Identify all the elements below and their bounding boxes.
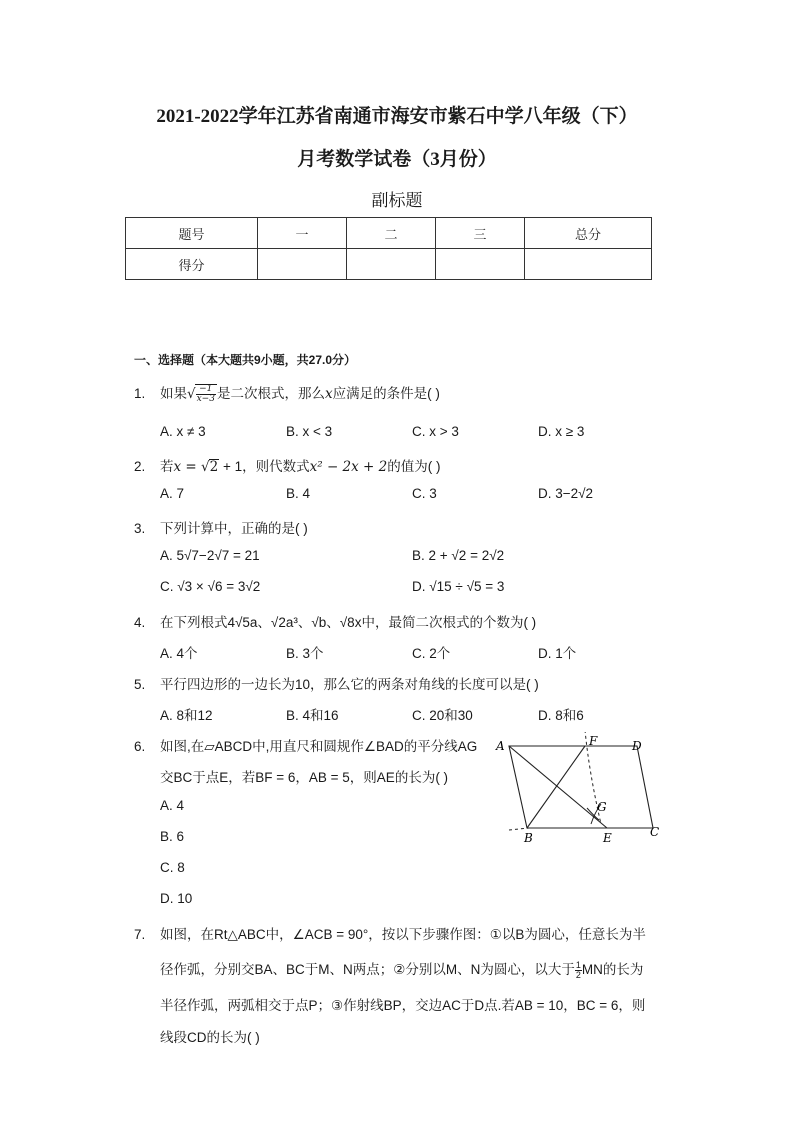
- option-d[interactable]: D. 10: [160, 891, 193, 906]
- math-var: x: [324, 386, 333, 402]
- fraction-denominator: 2: [575, 969, 581, 980]
- question-number: 1.: [134, 386, 146, 401]
- question-text: 的值为( ): [387, 459, 441, 474]
- parallelogram-abcd: [509, 746, 653, 828]
- question-number: 7.: [134, 927, 146, 942]
- option-a[interactable]: A. x ≠ 3: [160, 424, 206, 439]
- question-text: 如图，在Rt△ABC中，∠ACB = 90°，按以下步骤作图：①以B为圆心，任意长为半: [160, 927, 646, 942]
- option-c[interactable]: C. x > 3: [412, 424, 459, 439]
- question-number: 3.: [134, 521, 146, 536]
- math-expr: x =: [173, 459, 202, 475]
- question-text: + 1，则代数式: [219, 459, 310, 474]
- label-e: E: [603, 831, 612, 845]
- label-f: F: [589, 734, 598, 748]
- question-number: 2.: [134, 459, 146, 474]
- score-cell[interactable]: [347, 249, 436, 280]
- option-a[interactable]: A. 4个: [160, 646, 198, 661]
- bisector-ae: [509, 746, 607, 828]
- option-b[interactable]: B. 6: [160, 829, 185, 844]
- question-number: 5.: [134, 677, 146, 692]
- question-4: [134, 611, 536, 631]
- header-cell-number: 题号: [126, 218, 258, 249]
- question-text: 若: [160, 459, 174, 474]
- radical-sign: √: [201, 459, 210, 475]
- fraction-numerator: −1: [196, 385, 216, 395]
- option-d[interactable]: D. 3−2√2: [538, 486, 594, 501]
- header-cell-total: 总分: [525, 218, 652, 249]
- header-cell-part3: 三: [436, 218, 525, 249]
- construction-arc-left: [509, 828, 529, 830]
- option-b[interactable]: B. 2 + √2 = 2√2: [412, 548, 505, 563]
- fraction-half: [575, 961, 582, 980]
- header-cell-part1: 一: [258, 218, 347, 249]
- question-text: 应满足的条件是( ): [332, 386, 440, 401]
- option-b[interactable]: B. x < 3: [286, 424, 333, 439]
- fraction: [196, 385, 216, 404]
- label-a: A: [496, 739, 505, 753]
- question-number: 6.: [134, 739, 146, 754]
- question-7: [134, 923, 646, 943]
- score-cell[interactable]: [525, 249, 652, 280]
- label-b: B: [524, 831, 533, 845]
- score-table: [125, 217, 652, 280]
- option-b[interactable]: B. 4和16: [286, 708, 339, 723]
- question-1: [134, 382, 440, 404]
- option-c[interactable]: C. 2个: [412, 646, 451, 661]
- question-text: MN的长为: [581, 962, 644, 977]
- section-heading: 一、选择题（本大题共9小题，共27.0分）: [134, 353, 357, 367]
- score-cell[interactable]: [436, 249, 525, 280]
- option-b[interactable]: B. 4: [286, 486, 311, 501]
- option-d[interactable]: D. √15 ÷ √5 = 3: [412, 579, 505, 594]
- fraction-numerator: 1: [575, 959, 581, 970]
- option-c[interactable]: C. 8: [160, 860, 185, 875]
- question-text: 径作弧，分别交BA、BC于M、N两点；②分别以M、N为圆心，以大于: [160, 962, 575, 977]
- option-a[interactable]: A. 7: [160, 486, 185, 501]
- question-text: 是二次根式，那么: [216, 386, 325, 401]
- question-2: [134, 455, 440, 475]
- option-d[interactable]: D. 8和6: [538, 708, 584, 723]
- label-d: D: [632, 739, 642, 753]
- score-cell[interactable]: [258, 249, 347, 280]
- question-6: [134, 735, 477, 755]
- segment-bf: [527, 746, 585, 828]
- score-table-score-row: [126, 249, 652, 280]
- label-c: C: [650, 825, 660, 839]
- question-text: 如果: [160, 386, 187, 401]
- radicand: [195, 384, 217, 404]
- option-a[interactable]: A. 5√7−2√7 = 21: [160, 548, 260, 563]
- question-text: 平行四边形的一边长为10，那么它的两条对角线的长度可以是( ): [160, 677, 539, 692]
- radicand: 2: [209, 459, 219, 475]
- math-expr: x² − 2x + 2: [309, 459, 388, 475]
- question-3: [134, 517, 308, 537]
- question-5: [134, 673, 539, 693]
- question-text: 如图,在▱ABCD中,用直尺和圆规作∠BAD的平分线AG: [160, 739, 478, 754]
- score-row-label: 得分: [126, 249, 258, 280]
- option-d[interactable]: D. 1个: [538, 646, 577, 661]
- radical-sign: √: [187, 386, 196, 402]
- parallelogram-figure: [495, 732, 675, 847]
- option-c[interactable]: C. √3 × √6 = 3√2: [160, 579, 261, 594]
- question-7-line4: 线段CD的长为( ): [160, 1030, 260, 1045]
- question-7-line2: [160, 958, 643, 980]
- option-a[interactable]: A. 4: [160, 798, 185, 813]
- option-c[interactable]: C. 3: [412, 486, 437, 501]
- question-7-line3: 半径作弧，两弧相交于点P；③作射线BP，交边AC于D点.若AB = 10，BC = 6，则: [160, 998, 646, 1013]
- option-a[interactable]: A. 8和12: [160, 708, 213, 723]
- question-text: 在下列根式4√5a、√2a³、√b、√8x中，最简二次根式的个数为( ): [160, 615, 537, 630]
- option-c[interactable]: C. 20和30: [412, 708, 473, 723]
- exam-title-line2: 月考数学试卷（3月份）: [297, 149, 497, 170]
- question-number: 4.: [134, 615, 146, 630]
- fraction-denominator: x−3: [196, 393, 215, 404]
- score-table-header-row: [126, 218, 652, 249]
- label-g: G: [597, 800, 607, 814]
- question-text: 下列计算中，正确的是( ): [160, 521, 308, 536]
- option-b[interactable]: B. 3个: [286, 646, 324, 661]
- question-6-line2: 交BC于点E，若BF = 6，AB = 5，则AE的长为( ): [160, 770, 449, 785]
- option-d[interactable]: D. x ≥ 3: [538, 424, 585, 439]
- exam-title-line1: 2021-2022学年江苏省南通市海安市紫石中学八年级（下）: [156, 106, 638, 127]
- exam-subtitle: 副标题: [371, 191, 423, 210]
- header-cell-part2: 二: [347, 218, 436, 249]
